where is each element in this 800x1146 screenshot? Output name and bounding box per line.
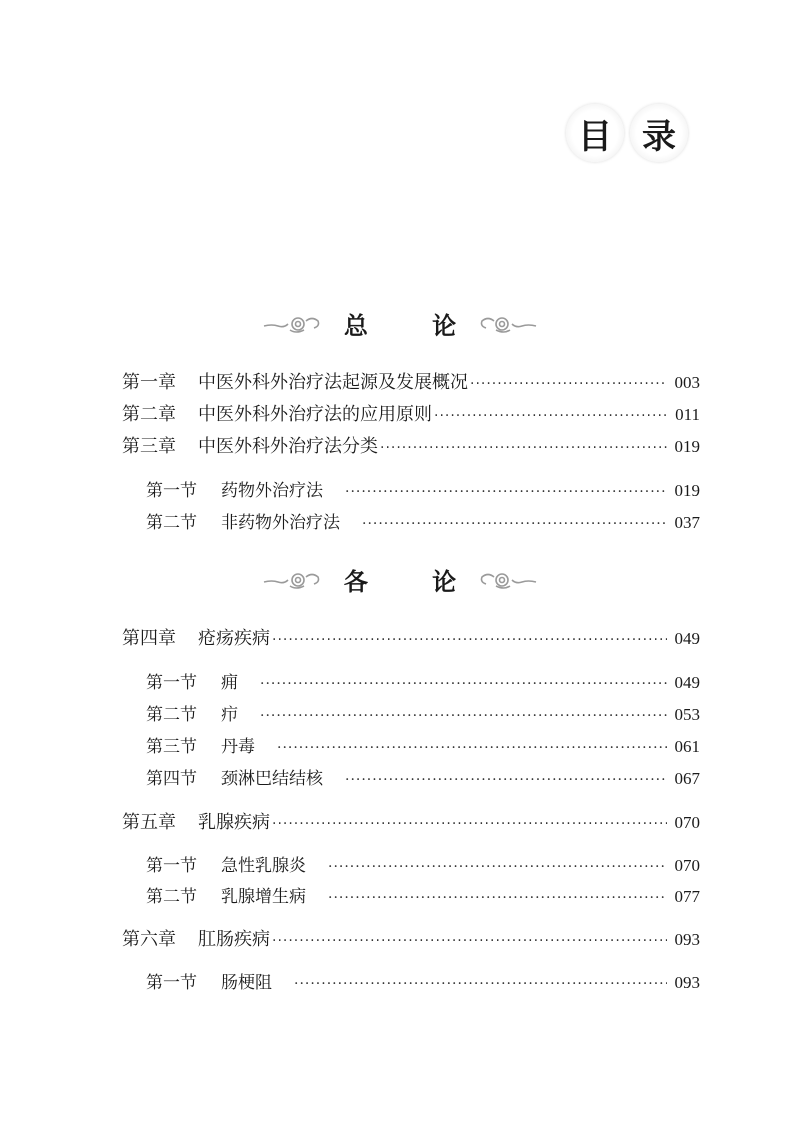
toc-title: 中医外科外治疗法起源及发展概况 <box>198 372 468 393</box>
title-char-1: 目 <box>566 104 624 162</box>
toc-number: 第一节 <box>146 973 197 993</box>
toc-entry-section[interactable] <box>146 732 700 762</box>
toc-entry-section[interactable] <box>146 851 700 881</box>
dot-leader <box>272 933 667 949</box>
title-char-2: 录 <box>630 104 688 162</box>
toc-entry-chapter[interactable] <box>122 925 700 955</box>
toc-number: 第二节 <box>146 887 197 907</box>
toc-page-number: 049 <box>674 673 700 692</box>
toc-number: 第四章 <box>122 628 176 649</box>
toc-number: 第四节 <box>146 769 197 789</box>
toc-title: 中医外科外治疗法的应用原则 <box>198 404 432 425</box>
toc-number: 第二节 <box>146 705 197 725</box>
toc-page-number: 019 <box>674 481 700 500</box>
toc-title: 疮疡疾病 <box>198 628 270 649</box>
toc-title: 药物外治疗法 <box>221 481 323 501</box>
toc-number: 第二章 <box>122 404 176 425</box>
dot-leader <box>328 859 667 875</box>
cloud-ornament-icon <box>262 568 322 592</box>
toc-entry-section[interactable] <box>146 764 700 794</box>
toc-page-number: 053 <box>674 705 700 724</box>
toc-entry-chapter[interactable] <box>122 624 700 654</box>
dot-leader <box>272 632 667 648</box>
toc-title: 丹毒 <box>221 737 255 757</box>
toc-page-number: 019 <box>674 437 700 456</box>
cloud-ornament-icon <box>478 312 538 336</box>
toc-page-number: 093 <box>674 973 700 992</box>
dot-leader <box>434 408 667 424</box>
dot-leader <box>380 440 667 456</box>
dot-leader <box>362 516 667 532</box>
toc-number: 第三节 <box>146 737 197 757</box>
toc-number: 第一章 <box>122 372 176 393</box>
toc-number: 第二节 <box>146 513 197 533</box>
dot-leader <box>345 484 667 500</box>
toc-title: 肛肠疾病 <box>198 929 270 950</box>
toc-number: 第一节 <box>146 673 197 693</box>
toc-page-number: 077 <box>674 887 700 906</box>
toc-number: 第一节 <box>146 856 197 876</box>
toc-page-number: 070 <box>674 813 700 832</box>
toc-title: 非药物外治疗法 <box>221 513 340 533</box>
dot-leader <box>277 740 667 756</box>
toc-entry-section[interactable] <box>146 476 700 506</box>
dot-leader <box>272 816 667 832</box>
toc-number: 第五章 <box>122 812 176 833</box>
toc-page-number: 003 <box>674 373 700 392</box>
toc-page-number: 067 <box>674 769 700 788</box>
part-heading-label: 总 论 <box>343 312 485 340</box>
toc-page-number: 093 <box>674 930 700 949</box>
dot-leader <box>260 708 667 724</box>
toc-entry-section[interactable] <box>146 700 700 730</box>
dot-leader <box>328 890 667 906</box>
toc-page-number: 070 <box>674 856 700 875</box>
toc-title: 疖 <box>221 705 238 725</box>
dot-leader <box>345 772 667 788</box>
toc-entry-chapter[interactable] <box>122 432 700 462</box>
toc-page-number: 011 <box>675 405 700 424</box>
part-heading-general <box>0 306 800 341</box>
toc-title: 中医外科外治疗法分类 <box>198 436 378 457</box>
toc-page-number: 049 <box>674 629 700 648</box>
toc-title: 肠梗阻 <box>221 973 272 993</box>
cloud-ornament-icon <box>478 568 538 592</box>
toc-page-number: 037 <box>674 513 700 532</box>
toc-number: 第三章 <box>122 436 176 457</box>
cloud-ornament-icon <box>262 312 322 336</box>
dot-leader <box>260 676 667 692</box>
toc-title: 痈 <box>221 673 238 693</box>
toc-entry-section[interactable] <box>146 968 700 998</box>
toc-entry-section[interactable] <box>146 668 700 698</box>
toc-entry-chapter[interactable] <box>122 808 700 838</box>
toc-number: 第一节 <box>146 481 197 501</box>
part-heading-label: 各 论 <box>343 568 485 596</box>
toc-entry-section[interactable] <box>146 882 700 912</box>
page-title <box>566 104 688 162</box>
part-heading-specific <box>0 562 800 597</box>
toc-title: 乳腺增生病 <box>221 887 306 907</box>
toc-number: 第六章 <box>122 929 176 950</box>
toc-title: 颈淋巴结结核 <box>221 769 323 789</box>
toc-title: 乳腺疾病 <box>198 812 270 833</box>
dot-leader <box>470 376 667 392</box>
dot-leader <box>294 976 667 992</box>
toc-page-number: 061 <box>674 737 700 756</box>
toc-title: 急性乳腺炎 <box>221 856 306 876</box>
toc-entry-section[interactable] <box>146 508 700 538</box>
toc-entry-chapter[interactable] <box>122 368 700 398</box>
toc-entry-chapter[interactable] <box>122 400 700 430</box>
